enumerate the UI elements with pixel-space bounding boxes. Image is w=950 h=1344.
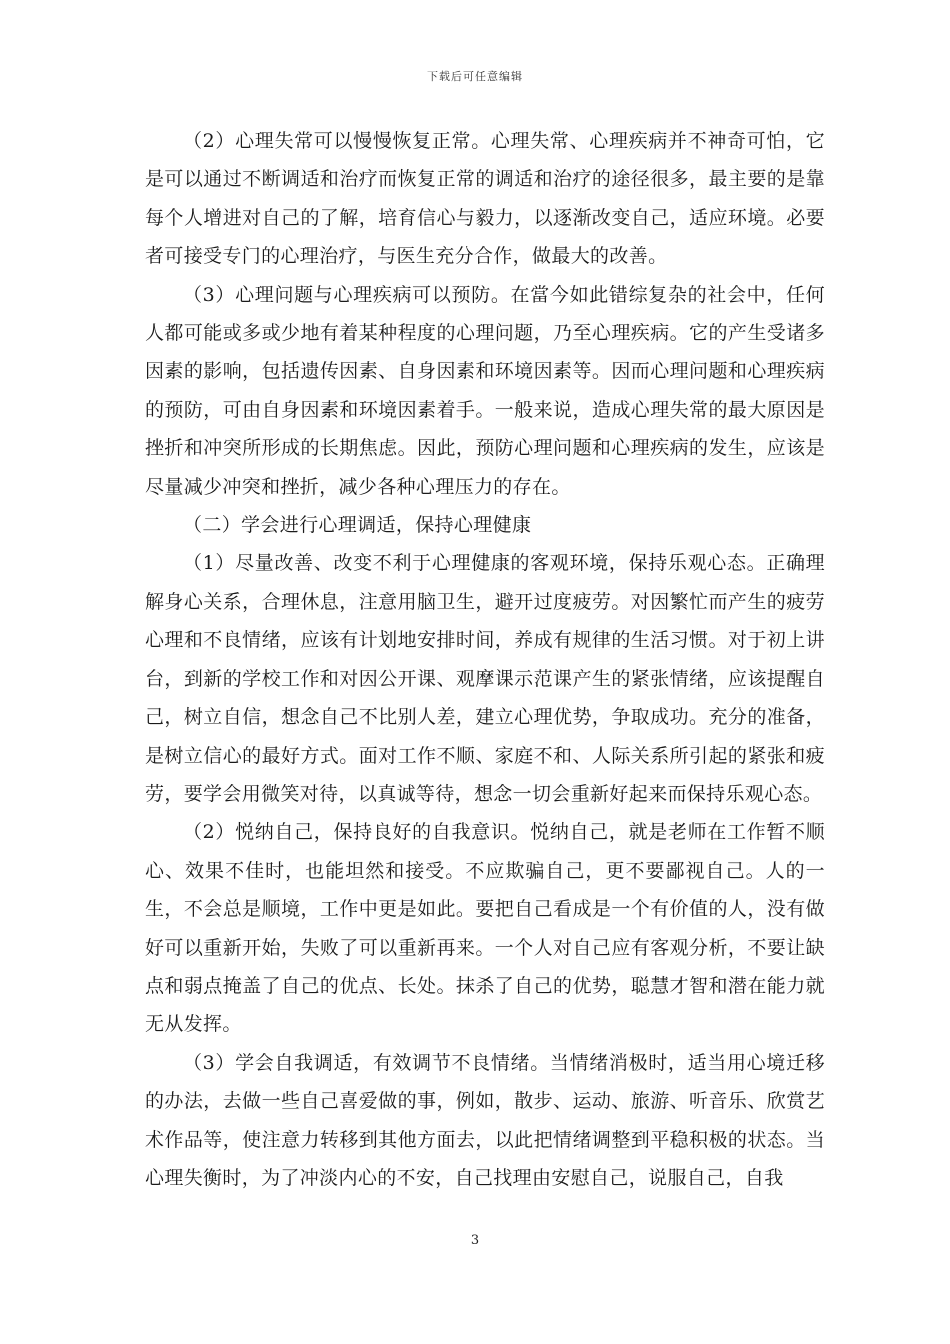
paragraph-prevention: （3）心理问题与心理疾病可以预防。在當今如此错综复杂的社会中，任何人都可能或多或少地有着某种程度的心理问题，乃至心理疾病。它的产生受诸多因素的影响，包括遗传因素、自身因素和环境因素等。因而心理问题和心理疾病的预防，可由自身因素和环境因素着手。一般来说，造成心理失常的最大原因是挫折和冲突所形成的长期焦虑。因此，预防心理问题和心理疾病的发生，应该是尽量减少冲突和挫折，减少各种心理压力的存在。 bbox=[145, 283, 825, 498]
paragraph-recovery: （2）心理失常可以慢慢恢复正常。心理失常、心理疾病并不神奇可怕，它是可以通过不断调适和治疗而恢复正常的调适和治疗的途径很多，最主要的是靠每个人增进对自己的了解，培育信心与毅力，以逐渐改变自己，适应环境。必要者可接受专门的心理治疗，与医生充分合作，做最大的改善。 bbox=[145, 130, 825, 268]
section-heading-adjustment: （二）学会进行心理调适，保持心理健康 bbox=[183, 514, 532, 537]
document-body bbox=[145, 122, 825, 1197]
paragraph-environment: （1）尽量改善、改变不利于心理健康的客观环境，保持乐观心态。正确理解身心关系，合理休息，注意用脑卫生，避开过度疲劳。对因繁忙而产生的疲劳心理和不良情绪，应该有计划地安排时间，养成有规律的生活习惯。对于初上讲台，到新的学校工作和对因公开课、观摩课示范课产生的紧张情绪，应该提醒自己，树立自信，想念自己不比别人差，建立心理优势，争取成功。充分的准备，是树立信心的最好方式。面对工作不顺、家庭不和、人际关系所引起的紧张和疲劳，要学会用微笑对待，以真诚等待，想念一切会重新好起来而保持乐观心态。 bbox=[145, 552, 825, 805]
paragraph-self-acceptance: （2）悦纳自己，保持良好的自我意识。悦纳自己，就是老师在工作暂不顺心、效果不佳时，也能坦然和接受。不应欺骗自己，更不要鄙视自己。人的一生，不会总是顺境，工作中更是如此。要把自己看成是一个有价值的人，没有做好可以重新开始，失败了可以重新再来。一个人对自己应有客观分析，不要让缺点和弱点掩盖了自己的优点、长处。抹杀了自己的优势，聪慧才智和潜在能力就无从发挥。 bbox=[145, 821, 825, 1036]
page-header-note: 下载后可任意编辑 bbox=[427, 70, 523, 83]
page-number: 3 bbox=[470, 1233, 480, 1248]
paragraph-self-adjustment: （3）学会自我调适，有效调节不良情绪。当情绪消极时，适当用心境迁移的办法，去做一些自己喜爱做的事，例如，散步、运动、旅游、听音乐、欣赏艺术作品等，使注意力转移到其他方面去，以此把情绪调整到平稳积极的状态。当心理失衡时，为了冲淡内心的不安，自己找理由安慰自己，说服自己，自我 bbox=[145, 1051, 825, 1189]
